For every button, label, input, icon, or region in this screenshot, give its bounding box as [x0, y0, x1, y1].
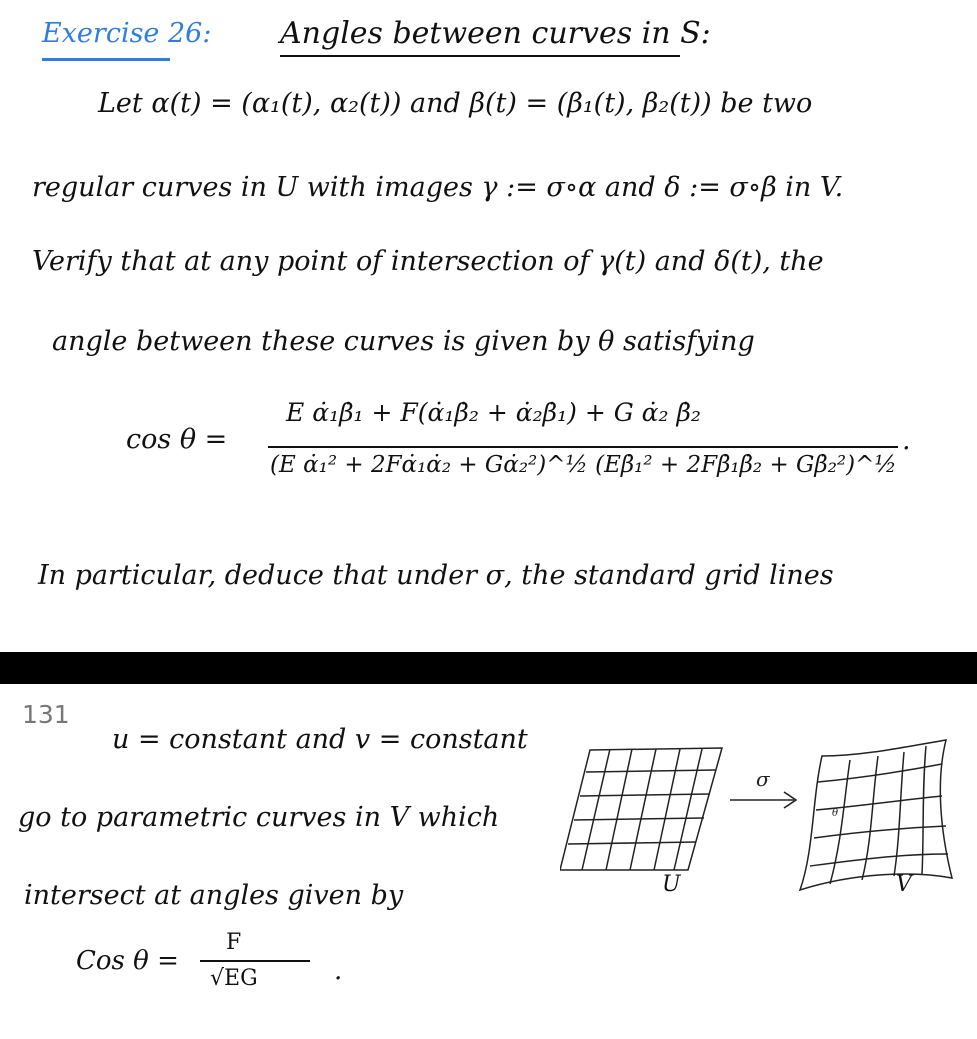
codomain-surface-V	[800, 740, 952, 890]
domain-grid-h4	[568, 842, 696, 844]
formula-fraction-bar	[268, 446, 898, 448]
surface-curve-h3	[814, 826, 946, 838]
domain-grid-v2	[606, 749, 632, 870]
formula2-lhs: Cos θ =	[76, 946, 179, 976]
exercise-label-underline	[42, 58, 170, 61]
text-line-8: intersect at angles given by	[24, 880, 404, 911]
codomain-label-V: V	[896, 872, 912, 897]
formula-period: .	[902, 425, 911, 456]
text-line-7: go to parametric curves in V which	[18, 802, 500, 833]
exercise-label: Exercise 26:	[42, 18, 212, 49]
formula2-period: .	[334, 956, 343, 986]
domain-label-U: U	[662, 872, 681, 897]
text-line-5: In particular, deduce that under σ, the standard grid lines	[38, 560, 834, 591]
notes-page-2	[0, 684, 977, 1039]
grid-mapping-diagram	[560, 720, 960, 950]
domain-grid-v4	[654, 749, 680, 870]
formula2-fraction-bar	[200, 960, 310, 962]
domain-grid-v3	[630, 749, 656, 870]
map-arrow	[730, 792, 796, 808]
angle-label-theta: θ	[832, 808, 839, 819]
text-line-1: Let α(t) = (α₁(t), α₂(t)) and β(t) = (β₁(t), β₂(t)) be two	[98, 88, 813, 119]
title-underline	[280, 55, 680, 57]
page-divider	[0, 652, 977, 684]
surface-curve-h4	[810, 854, 948, 866]
formula2-numerator: F	[226, 930, 242, 955]
formula-numerator: E α̇₁β̇₁ + F(α̇₁β̇₂ + α̇₂β̇₁) + G α̇₂ β̇₂	[286, 398, 701, 427]
map-label-sigma: σ	[756, 767, 770, 791]
domain-grid-U	[560, 748, 722, 870]
formula-lhs: cos θ =	[126, 424, 228, 455]
page-number: 131	[22, 700, 70, 729]
exercise-title: Angles between curves in S:	[280, 16, 711, 51]
formula-denominator: (E α̇₁² + 2Fα̇₁α̇₂ + Gα̇₂²)^½ (Eβ̇₁² + 2Fβ̇₁β̇₂ + Gβ̇₂²)^½	[270, 452, 897, 478]
text-line-4: angle between these curves is given by θ satisfying	[52, 326, 755, 357]
text-line-2: regular curves in U with images γ := σ∘α and δ := σ∘β in V.	[32, 172, 844, 203]
surface-outline	[800, 740, 952, 890]
domain-grid-v5	[674, 749, 702, 870]
text-line-3: Verify that at any point of intersection of γ(t) and δ(t), the	[32, 246, 824, 277]
formula2-denominator: √EG	[210, 966, 258, 991]
text-line-6: u = constant and v = constant	[112, 724, 528, 755]
